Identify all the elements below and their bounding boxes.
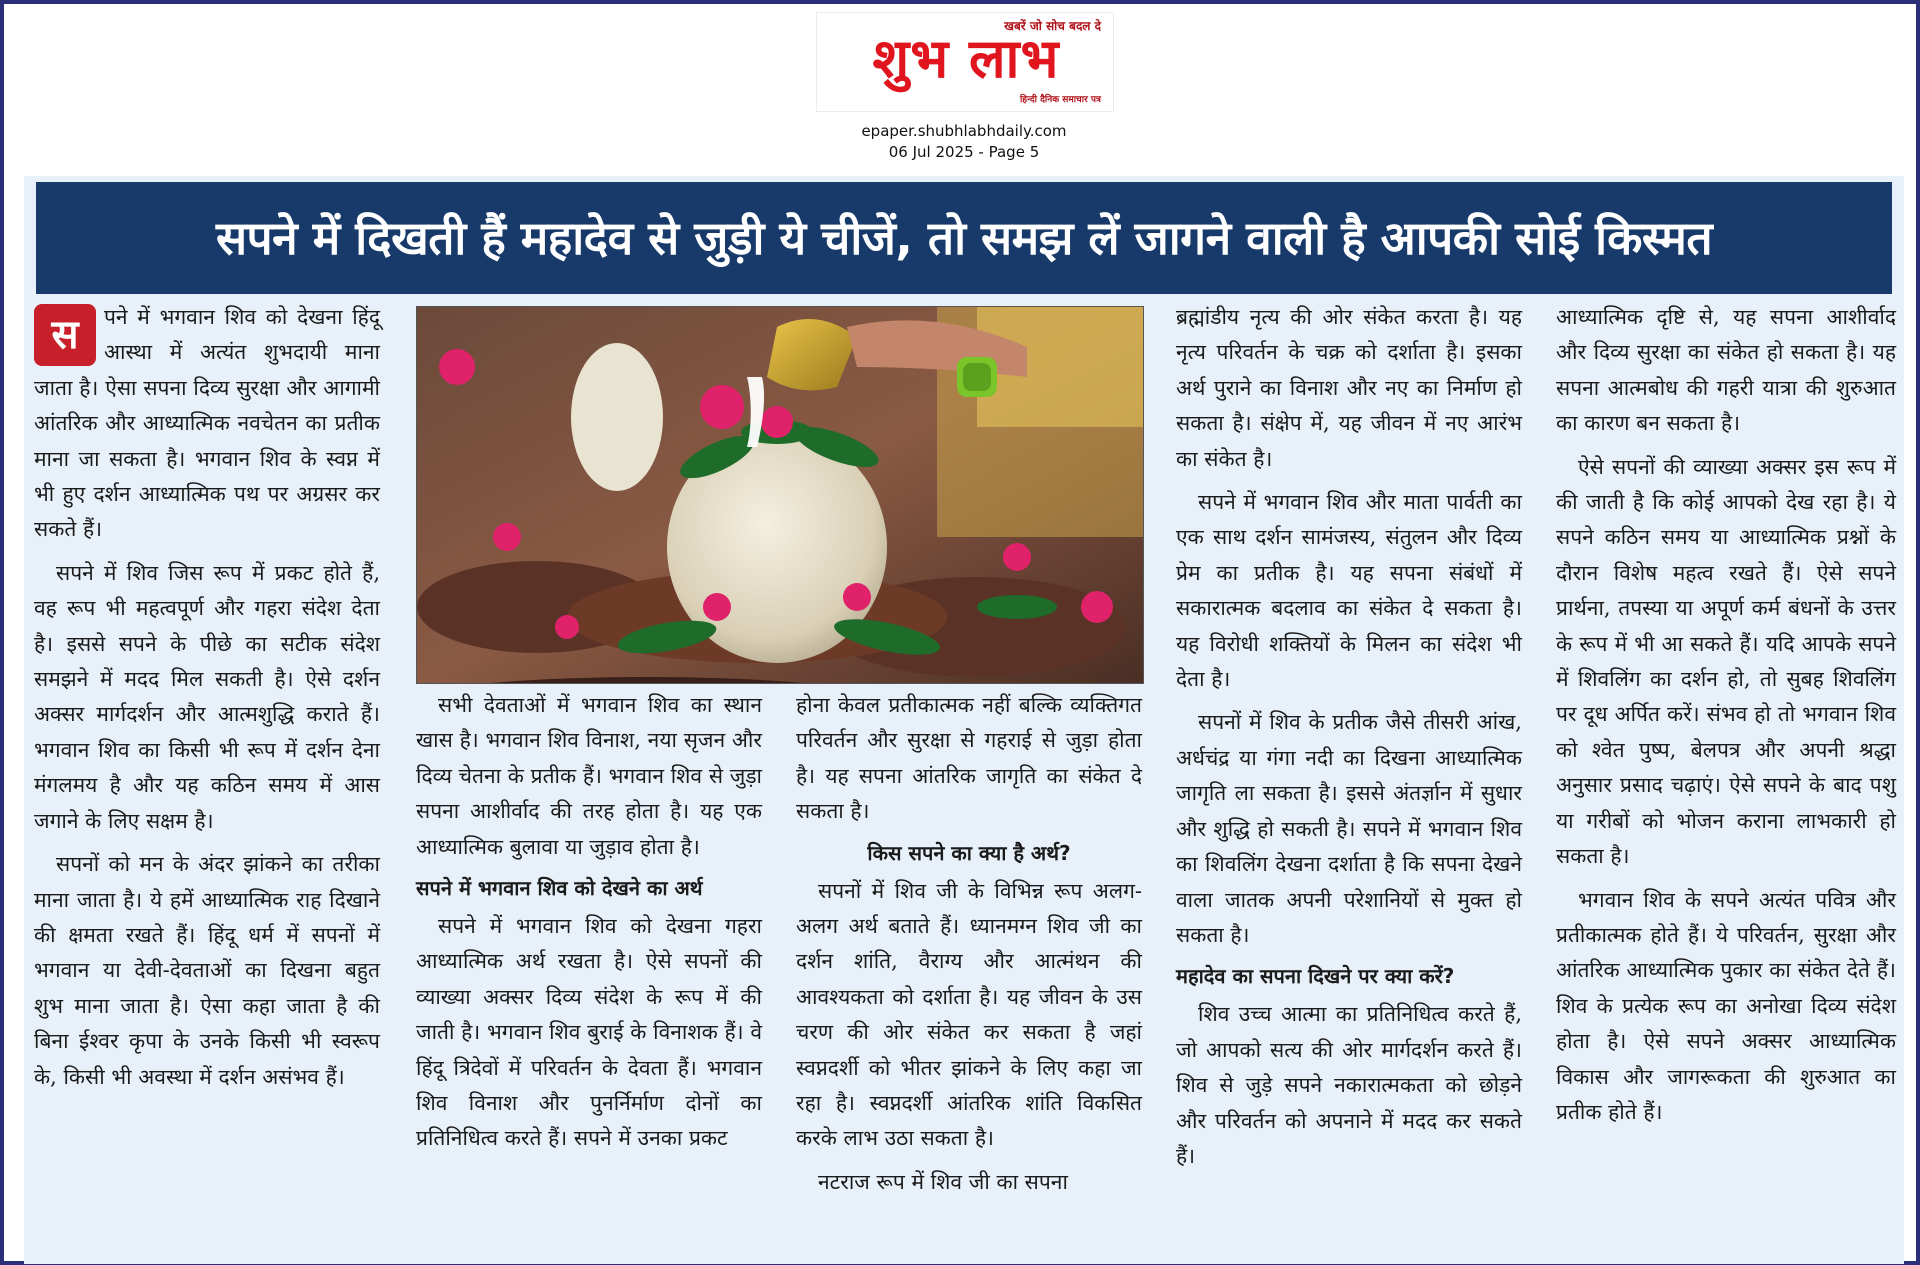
paragraph: आध्यात्मिक दृष्टि से, यह सपना आशीर्वाद और दिव्य सुरक्षा का संकेत हो सकता है। यह सपना आत्मबोध की गहरी यात्रा की शुरुआत का कारण बन सकता है। (1556, 305, 1896, 436)
paragraph: स पने में भगवान शिव को देखना हिंदू आस्था में अत्यंत शुभदायी माना जाता है। ऐसा सपना दिव्य सुरक्षा और आगामी आंतरिक और आध्यात्मिक नवचेतन का प्रतीक माना जा सकता है। भगवान शिव के स्वप्न में भी हुए दर्शन आध्यात्मिक पथ पर अग्रसर कर सकते हैं। (34, 305, 380, 542)
article-column-4 (1176, 300, 1522, 1182)
paragraph: सभी देवताओं में भगवान शिव का स्थान खास है। भगवान शिव विनाश, नया सृजन और दिव्य चेतना के प्रतीक हैं। भगवान शिव से जुड़ा सपना आशीर्वाद की तरह होता है। यह एक आध्यात्मिक बुलावा या जुड़ाव होता है। (416, 693, 762, 859)
paragraph: सपने में शिव जिस रूप में प्रकट होते हैं, वह रूप भी महत्वपूर्ण और गहरा संदेश देता है। इससे सपने के पीछे का सटीक संदेश समझने में मदद मिल सकती है। ऐसे दर्शन अक्सर मार्गदर्शन और आत्मशुद्धि कराते हैं। भगवान शिव का किसी भी रूप में दर्शन देना मंगलमय है और यह कठिन समय में आस जगाने के लिए सक्षम है। (34, 560, 381, 833)
newspaper-logo[interactable] (816, 12, 1114, 112)
subheading-what-to-do: महादेव का सपना दिखने पर क्या करें? (1176, 964, 1455, 989)
dropcap: स (34, 304, 96, 366)
shivling-photo-illustration (417, 307, 1143, 683)
paragraph: भगवान शिव के सपने अत्यंत पवित्र और प्रतीकात्मक होते हैं। ये परिवर्तन, सुरक्षा और आंतरिक आध्यात्मिक पुकार का संकेत देते हैं। शिव के प्रत्येक रूप का अनोखा दिव्य संदेश होता है। ऐसे सपने अक्सर आध्यात्मिक विकास और जागरूकता की शुरुआत का प्रतीक होते हैं। (1556, 887, 1896, 1124)
subheading-which-dream: किस सपने का क्या है अर्थ? (867, 840, 1071, 865)
paragraph: ब्रह्मांडीय नृत्य की ओर संकेत करता है। यह नृत्य परिवर्तन के चक्र को दर्शाता है। इसका अर्थ पुराने का विनाश और नए का निर्माण हो सकता है। संक्षेप में, यह जीवन में नए आरंभ का संकेत है। (1176, 305, 1522, 471)
paragraph: नटराज रूप में शिव जी का सपना (818, 1169, 1068, 1194)
paragraph: ऐसे सपनों की व्याख्या अक्सर इस रूप में की जाती है कि कोई आपको देख रहा है। ये सपने कठिन समय या आध्यात्मिक प्रश्नों के दौरान विशेष महत्व रखते हैं। ऐसे सपने प्रार्थना, तपस्या या अपूर्ण कर्म बंधनों के उत्तर के रूप में भी आ सकते हैं। यदि आपके सपने में शिवलिंग का दर्शन हो, तो सुबह शिवलिंग पर दूध अर्पित करें। संभव हो तो भगवान शिव को श्वेत पुष्प, बेलपत्र और अपनी श्रद्धा अनुसार प्रसाद चढ़ाएं। ऐसे सपने के बाद पशु या गरीबों को भोजन कराना लाभकारी हो सकता है। (1556, 454, 1896, 869)
paragraph: सपनों में शिव जी के विभिन्न रूप अलग-अलग अर्थ बताते हैं। ध्यानमग्न शिव जी का दर्शन शांति, वैराग्य और आत्मंथन की आवश्यकता को दर्शाता है। यह जीवन के उस चरण की ओर संकेत कर सकता है जहां स्वप्नदर्शी को भीतर झांकने के लिए कहा जा रहा है। स्वप्नदर्शी आंतरिक शांति विकसित करके लाभ उठा सकता है। (796, 878, 1142, 1151)
article-column-2 (416, 688, 762, 1165)
headline-bar (36, 182, 1892, 294)
article-column-5 (1556, 300, 1896, 1138)
article-column-3 (796, 688, 1142, 1208)
article-column-1 (34, 300, 380, 1103)
shivling-abhishek-photo (416, 306, 1144, 684)
article-clipping (24, 176, 1904, 1264)
logo-subtitle: हिन्दी दैनिक समाचार पत्र (1019, 95, 1101, 105)
paragraph: शिव उच्च आत्मा का प्रतिनिधित्व करते हैं, जो आपको सत्य की ओर मार्गदर्शन करते हैं। शिव से जुड़े सपने नकारात्मकता को छोड़ने और परिवर्तन को अपनाने में मदद कर सकते हैं। (1176, 1002, 1522, 1168)
paragraph: सपनों में शिव के प्रतीक जैसे तीसरी आंख, अर्धचंद्र या गंगा नदी का दिखना आध्यात्मिक जागृति ला सकता है। इससे अंतर्ज्ञान में सुधार और शुद्धि हो सकती है। सपने में भगवान शिव का शिवलिंग देखना दर्शाता है कि सपना देखने वाला जातक अपनी परेशानियों से मुक्त हो सकता है। (1176, 710, 1522, 947)
masthead (4, 4, 1920, 174)
subheading-meaning: सपने में भगवान शिव को देखने का अर्थ (416, 876, 703, 901)
paragraph: सपने में भगवान शिव को देखना गहरा आध्यात्मिक अर्थ रखता है। ऐसे सपनों की व्याख्या अक्सर दिव्य संदेश के रूप में की जाती है। भगवान शिव बुराई के विनाशक हैं। वे हिंदू त्रिदेवों में परिवर्तन के देवता हैं। भगवान शिव विनाश और पुनर्निर्माण दोनों का प्रतिनिधित्व करते हैं। सपने में उनका प्रकट (416, 914, 762, 1151)
source-url[interactable]: epaper.shubhlabhdaily.com (861, 122, 1067, 140)
edition-date-page: 06 Jul 2025 - Page 5 (888, 143, 1040, 161)
logo-tagline: खबरें जो सोच बदल दे (1004, 19, 1101, 33)
paragraph: सपने में भगवान शिव और माता पार्वती का एक साथ दर्शन सामंजस्य, संतुलन और दिव्य प्रेम का प्रतीक है। यह सपना संबंधों में सकारात्मक बदलाव का संकेत दे सकता है। यह विरोधी शक्तियों के मिलन का संदेश भी देता है। (1176, 490, 1522, 692)
paragraph: होना केवल प्रतीकात्मक नहीं बल्कि व्यक्तिगत परिवर्तन और सुरक्षा से गहराई से जुड़ा होता है। यह सपना आंतरिक जागृति का संकेत दे सकता है। (796, 693, 1142, 824)
paragraph: सपनों को मन के अंदर झांकने का तरीका माना जाता है। ये हमें आध्यात्मिक राह दिखाने की क्षमता रखते हैं। हिंदू धर्म में सपनों में भगवान या देवी-देवताओं का दिखना बहुत शुभ माना जाता है। ऐसा कहा जाता है की बिना ईश्वर कृपा के उनके किसी भी स्वरूप के, किसी भी अवस्था में दर्शन असंभव हैं। (34, 852, 380, 1089)
article-headline: सपने में दिखती हैं महादेव से जुड़ी ये चीजें, तो समझ लें जागने वाली है आपकी सोई किस्मत (215, 211, 1713, 265)
logo-name: शुभ लाभ (872, 27, 1060, 90)
